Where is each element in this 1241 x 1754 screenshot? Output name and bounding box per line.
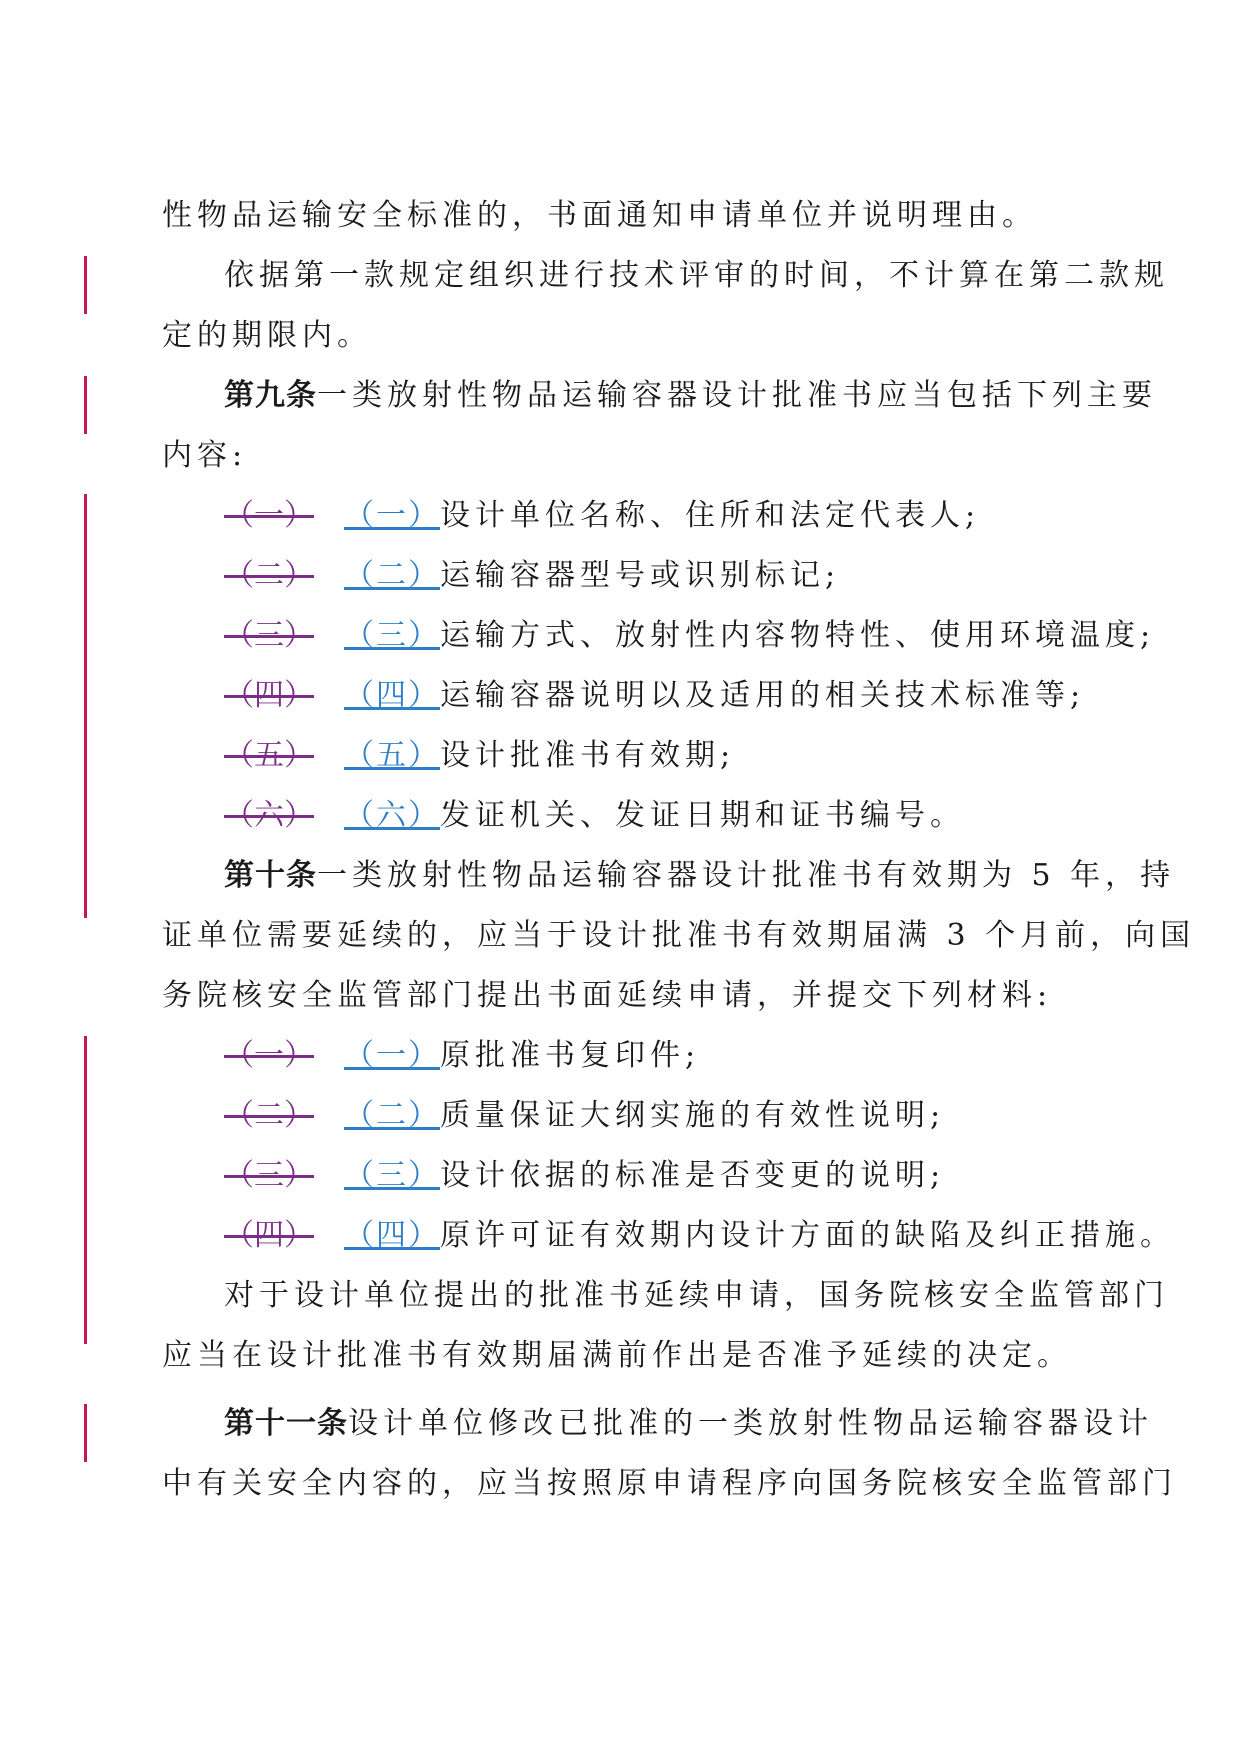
list-item	[224, 1216, 1175, 1256]
inserted-numbering: （三）	[344, 1158, 440, 1193]
list-item	[224, 1156, 1144, 1196]
list-item	[224, 736, 1144, 776]
article-11-first-line	[224, 1404, 1153, 1444]
list-item-text: 运输容器型号或识别标记;	[440, 558, 841, 593]
article-9-text: 一类放射性物品运输容器设计批准书应当包括下列主要	[317, 378, 1157, 413]
change-bar	[84, 1404, 87, 1462]
inserted-numbering: （三）	[344, 618, 440, 653]
inserted-numbering: （一）	[344, 498, 440, 533]
article-9-title: 第九条	[224, 378, 317, 413]
article-10-title: 第十条	[224, 858, 317, 893]
change-bar	[84, 494, 87, 918]
change-bar	[84, 376, 87, 434]
change-bar	[84, 1036, 87, 1344]
list-item-text: 设计单位名称、住所和法定代表人;	[440, 498, 981, 533]
paragraph-line: 内容:	[162, 438, 248, 473]
list-item-text: 原许可证有效期内设计方面的缺陷及纠正措施。	[440, 1218, 1175, 1253]
paragraph-line: 对于设计单位提出的批准书延续申请，国务院核安全监管部门	[224, 1278, 1169, 1313]
list-item	[224, 556, 1144, 596]
list-item-text: 运输方式、放射性内容物特性、使用环境温度;	[440, 618, 1156, 653]
deleted-numbering: （一）	[224, 498, 314, 533]
deleted-numbering: （二）	[224, 558, 314, 593]
list-item	[224, 676, 1144, 716]
article-11-text: 设计单位修改已批准的一类放射性物品运输容器设计	[348, 1406, 1153, 1441]
list-item	[224, 796, 1144, 836]
deleted-numbering: （四）	[224, 1218, 314, 1253]
list-item	[224, 1096, 1144, 1136]
paragraph-line: 依据第一款规定组织进行技术评审的时间，不计算在第二款规	[224, 258, 1169, 293]
deleted-numbering: （三）	[224, 618, 314, 653]
deleted-numbering: （四）	[224, 678, 314, 713]
article-10-first-line	[224, 856, 1176, 896]
list-item-text: 设计批准书有效期;	[440, 738, 736, 773]
inserted-numbering: （六）	[344, 798, 440, 833]
deleted-numbering: （五）	[224, 738, 314, 773]
article-10-text: 一类放射性物品运输容器设计批准书有效期为 5 年，持	[317, 858, 1176, 893]
paragraph-line: 应当在设计批准书有效期届满前作出是否准予延续的决定。	[162, 1338, 1072, 1373]
list-item	[224, 496, 1144, 536]
paragraph-line: 定的期限内。	[162, 318, 372, 353]
inserted-numbering: （二）	[344, 558, 440, 593]
list-item-text: 原批准书复印件;	[440, 1038, 701, 1073]
inserted-numbering: （四）	[344, 678, 440, 713]
deleted-numbering: （二）	[224, 1098, 314, 1133]
paragraph-line: 务院核安全监管部门提出书面延续申请，并提交下列材料:	[162, 978, 1053, 1013]
change-bar	[84, 256, 87, 314]
paragraph-line: 证单位需要延续的，应当于设计批准书有效期届满 3 个月前，向国	[162, 918, 1196, 953]
list-item-text: 运输容器说明以及适用的相关技术标准等;	[440, 678, 1086, 713]
list-item-text: 设计依据的标准是否变更的说明;	[440, 1158, 946, 1193]
paragraph-line: 性物品运输安全标准的，书面通知申请单位并说明理由。	[162, 198, 1037, 233]
deleted-numbering: （六）	[224, 798, 314, 833]
deleted-numbering: （三）	[224, 1158, 314, 1193]
inserted-numbering: （一）	[344, 1038, 440, 1073]
inserted-numbering: （四）	[344, 1218, 440, 1253]
article-9-first-line	[224, 376, 1157, 416]
deleted-numbering: （一）	[224, 1038, 314, 1073]
list-item-text: 质量保证大纲实施的有效性说明;	[440, 1098, 946, 1133]
inserted-numbering: （二）	[344, 1098, 440, 1133]
list-item	[224, 616, 1156, 656]
list-item	[224, 1036, 1144, 1076]
list-item-text: 发证机关、发证日期和证书编号。	[440, 798, 965, 833]
paragraph-line: 中有关安全内容的，应当按照原申请程序向国务院核安全监管部门	[162, 1466, 1177, 1501]
article-11-title: 第十一条	[224, 1406, 348, 1441]
inserted-numbering: （五）	[344, 738, 440, 773]
